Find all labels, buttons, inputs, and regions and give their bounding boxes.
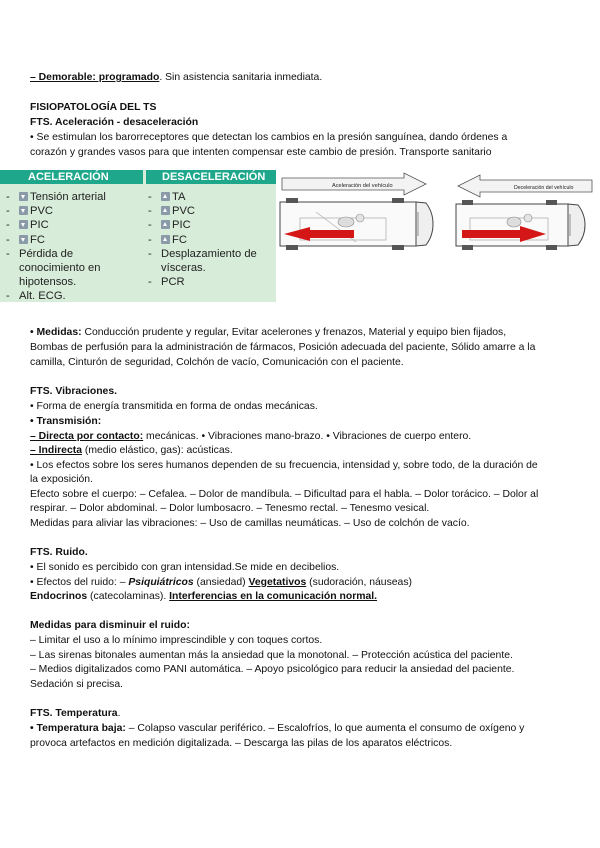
list-item: - PVC [148, 205, 196, 218]
directa-line: – Directa por contacto: mecánicas. • Vibraciones mano-brazo. • Vibraciones de cuerpo entero. [30, 431, 472, 442]
efectos-line-1: • Los efectos sobre los seres humanos dependen de su frecuencia, intensidad y, sobre todo, de la duración de [30, 460, 538, 471]
list-item: - TA [148, 191, 186, 203]
ruido-endocrinos-line: Endocrinos (catecolaminas). Interferencias en la comunicación normal. [30, 591, 378, 602]
efectos-line-2: la exposición. [30, 474, 93, 485]
transmision-label: • Transmisión: [30, 416, 102, 427]
ruido-line-1: • El sonido es percibido con gran intensidad.Se mide en decibelios. [30, 562, 340, 573]
diagram-left-label: Aceleración del vehículo [332, 183, 393, 189]
list-item: hipotensos. [19, 276, 77, 289]
temperatura-line-2: provoca artefactos en medición digitalizada. – Descarga las pilas de los aparatos eléctricos. [30, 738, 453, 749]
arrow-up-icon [161, 235, 170, 244]
medidas-line-1: • Medidas: Conducción prudente y regular, Evitar acelerones y frenazos, Material y equipo bien fijados, [30, 327, 507, 338]
aceleracion-list [6, 190, 141, 302]
indirecta-line: – Indirecta (medio elástico, gas): acústicas. [30, 445, 233, 456]
list-item: - PVC [6, 205, 54, 218]
list-item: - Tensión arterial [6, 191, 106, 203]
arrow-down-icon [19, 206, 28, 215]
arrow-down-icon [19, 192, 28, 201]
vibraciones-line-1: • Forma de energía transmitida en forma de ondas mecánicas. [30, 401, 318, 412]
section-title: FISIOPATOLOGÍA DEL TS [30, 102, 157, 113]
demorable-label: – Demorable: programado [30, 72, 160, 83]
header-desaceleracion: DESACELERACIÓN [146, 170, 276, 184]
list-item: - PIC [6, 219, 49, 232]
aliviar-line: Medidas para aliviar las vibraciones: – Uso de camillas neumáticas. – Uso de colchón de vacío. [30, 518, 470, 529]
list-item: - FC [148, 233, 187, 246]
demorable-line [30, 71, 322, 84]
arrow-up-icon [161, 206, 170, 215]
accel-decel-table [0, 170, 276, 302]
medidas-ruido-title: Medidas para disminuir el ruido: [30, 620, 190, 631]
medidas-line-2: Bombas de perfusión para la administración de fármacos, Posición adecuada del paciente, Sólido amarre a la [30, 342, 536, 353]
list-item: - Alt. ECG. [6, 290, 66, 302]
accel-text-1: • Se estimulan los barorreceptores que detectan los cambios en la presión sanguínea, dando órdenes a [30, 132, 508, 143]
temperatura-line-1: • Temperatura baja: – Colapso vascular periférico. – Escalofríos, lo que aumenta el consumo de oxígeno y [30, 723, 525, 734]
list-item: - Desplazamiento de [148, 247, 257, 260]
cuerpo-line-1: Efecto sobre el cuerpo: – Cefalea. – Dolor de mandíbula. – Dificultad para el habla. – Dolor torácico. – Dolor al [30, 489, 539, 500]
ruido-efectos-line: • Efectos del ruido: – Psiquiátricos (ansiedad) Vegetativos (sudoración, náuseas) [30, 577, 412, 588]
medidas-line-3: camilla, Cinturón de seguridad, Colchón de vacío, Comunicación con el paciente. [30, 357, 404, 368]
ruido-title: FTS. Ruido. [30, 547, 88, 558]
arrow-up-icon [161, 192, 170, 201]
list-item: - PCR [148, 276, 185, 289]
desaceleracion-list [148, 190, 273, 289]
list-item: conocimiento en [19, 262, 101, 275]
accel-title: FTS. Aceleración - desaceleración [30, 117, 199, 128]
medidas-ruido-line-2: – Las sirenas bitonales aumentan más la ansiedad que la monotonal. – Protección acústica del paciente. [30, 650, 513, 661]
vibraciones-title: FTS. Vibraciones. [30, 386, 118, 397]
diagram-right-label: Deceleración del vehículo [514, 185, 574, 191]
acceleration-ambulance-diagram [276, 172, 436, 256]
temperatura-title-line: FTS. Temperatura. [30, 708, 121, 719]
arrow-down-icon [19, 235, 28, 244]
medidas-ruido-line-4: Sedación si precisa. [30, 679, 123, 690]
list-item: - FC [6, 233, 45, 246]
list-item: - PIC [148, 219, 191, 232]
demorable-text: . Sin asistencia sanitaria inmediata. [159, 72, 323, 83]
arrow-up-icon [161, 220, 170, 229]
accel-text-2: corazón y grandes vasos para que intenten compensar este cambio de presión. Transporte sanitario [30, 147, 492, 158]
list-item: vísceras. [161, 262, 206, 275]
list-item: - Pérdida de [6, 247, 74, 260]
cuerpo-line-2: respirar. – Dolor abdominal. – Dolor lumbosacro. – Tenesmo rectal. – Tenesmo vesical. [30, 503, 430, 514]
deceleration-ambulance-diagram [450, 172, 600, 256]
medidas-ruido-line-1: – Limitar el uso a lo mínimo imprescindible y con toques cortos. [30, 635, 323, 646]
arrow-down-icon [19, 220, 28, 229]
header-aceleracion: ACELERACIÓN [0, 170, 143, 184]
medidas-ruido-line-3: – Medios digitalizados como PANI automática. – Apoyo psicológico para reducir la ansiedad del paciente. [30, 664, 515, 675]
